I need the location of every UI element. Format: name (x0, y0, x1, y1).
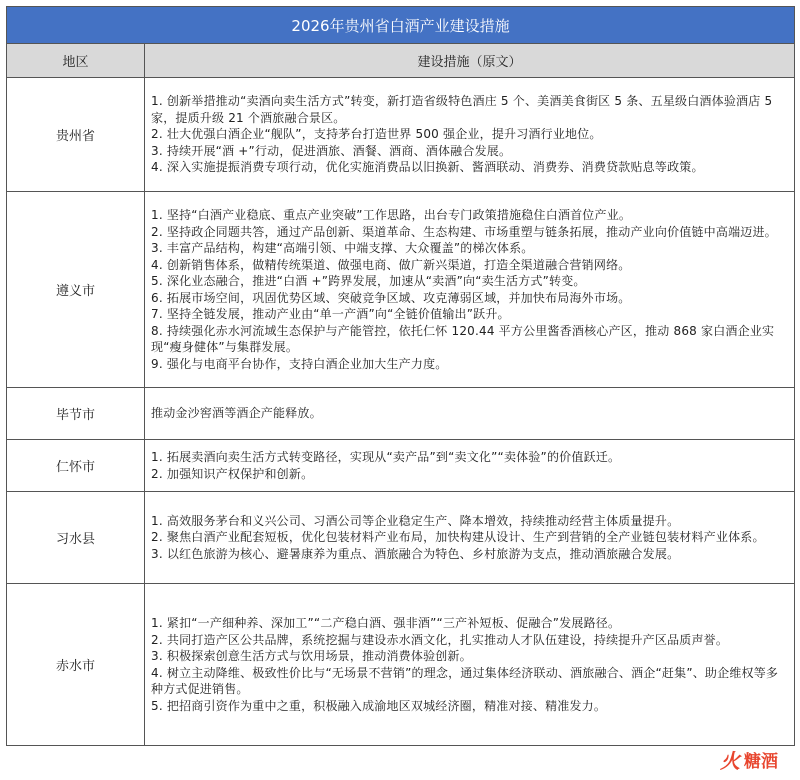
measures-cell (145, 492, 795, 584)
measure-line: 5. 深化业态融合，推进“白酒 +”跨界发展，加速从“卖酒”向“卖生活方式”转变。 (151, 274, 586, 288)
brand-logo-text: 糖酒 (744, 752, 778, 772)
region-cell: 贵州省 (7, 78, 145, 192)
measure-line: 7. 坚持全链发展，推动产业由“单一产酒”向“全链价值输出”跃升。 (151, 307, 510, 321)
measures-cell (145, 584, 795, 746)
table-row (7, 492, 795, 584)
table-body (7, 78, 795, 746)
measure-line: 5. 把招商引资作为重中之重，积极融入成渝地区双城经济圈，精准对接、精准发力。 (151, 698, 607, 713)
region-cell: 毕节市 (7, 388, 145, 440)
measure-line: 9. 强化与电商平台协作，支持白酒企业加大生产力度。 (151, 356, 448, 371)
measure-line: 3. 积极探索创意生活方式与饮用场景，推动消费体验创新。 (151, 649, 472, 663)
measures-cell (145, 388, 795, 440)
measure-line: 2. 坚持政企同题共答，通过产品创新、渠道革命、生态构建、市场重塑与链条拓展，推动产业向价值链中高端迈进。 (151, 224, 777, 239)
measure-line: 2. 共同打造产区公共品牌，系统挖掘与建设赤水酒文化，扎实推动人才队伍建设，持续提升产区品质声誉。 (151, 632, 729, 647)
measure-line: 3. 丰富产品结构，构建“高端引领、中端支撑、大众覆盖”的梯次体系。 (151, 241, 534, 255)
measure-line: 2. 加强知识产权保护和创新。 (151, 466, 314, 481)
measure-line: 1. 高效服务茅台和义兴公司、习酒公司等企业稳定生产、降本增效，持续推动经营主体质量提升。 (151, 513, 680, 528)
jiu-brand-logo-icon: 火 (720, 749, 740, 773)
measures-cell (145, 78, 795, 192)
table-title: 2026年贵州省白酒产业建设措施 (7, 7, 795, 44)
region-cell: 赤水市 (7, 584, 145, 746)
header-region: 地区 (7, 44, 145, 78)
measure-line: 3. 以红色旅游为核心、避暑康养为重点、酒旅融合为特色、乡村旅游为支点，推动酒旅融合发展。 (151, 546, 680, 561)
region-cell: 习水县 (7, 492, 145, 584)
table-row (7, 192, 795, 388)
measure-line: 1. 创新举措推动“卖酒向卖生活方式”转变，新打造省级特色酒庄 5 个、美酒美食街区 5 条、五星级白酒体验酒店 5 家，提质升级 21 个酒旅融合景区。 (151, 94, 773, 125)
region-cell: 遵义市 (7, 192, 145, 388)
measure-line: 8. 持续强化赤水河流域生态保护与产能管控，依托仁怀 120.44 平方公里酱香酒核心产区，推动 868 家白酒企业实现“瘦身健体”与集群发展。 (151, 323, 775, 354)
region-cell: 仁怀市 (7, 440, 145, 492)
measure-line: 2. 聚焦白酒产业配套短板，优化包装材料产业布局，加快构建从设计、生产到营销的全产业链包装材料产业体系。 (151, 530, 765, 545)
table-row (7, 584, 795, 746)
measure-line: 推动金沙窖酒等酒企产能释放。 (151, 406, 322, 421)
table-row (7, 440, 795, 492)
policy-table-container (6, 6, 794, 746)
measure-line: 4. 创新销售体系，做精传统渠道、做强电商、做广新兴渠道，打造全渠道融合营销网络。 (151, 257, 631, 272)
measure-line: 6. 拓展市场空间，巩固优势区域、突破竞争区域、攻克薄弱区域，并加快布局海外市场。 (151, 290, 631, 305)
measure-line: 4. 深入实施提振消费专项行动，优化实施消费品以旧换新、酱酒联动、消费券、消费贷款贴息等政策。 (151, 160, 704, 175)
measures-cell (145, 192, 795, 388)
measure-line: 1. 拓展卖酒向卖生活方式转变路径，实现从“卖产品”到“卖文化”“卖体验”的价值跃迁。 (151, 450, 621, 464)
policy-table (6, 6, 795, 746)
measures-cell (145, 440, 795, 492)
measure-line: 1. 坚持“白酒产业稳底、重点产业突破”工作思路，出台专门政策措施稳住白酒首位产业。 (151, 208, 632, 222)
header-measures: 建设措施（原文） (145, 44, 795, 78)
measure-line: 4. 树立主动降维、极致性价比与“无场景不营销”的理念，通过集体经济联动、酒旅融合、酒企“赶集”、助企维权等多种方式促进销售。 (151, 665, 779, 696)
measure-line: 3. 持续开展“酒 +”行动，促进酒旅、酒餐、酒商、酒体融合发展。 (151, 143, 512, 158)
table-row (7, 388, 795, 440)
table-row (7, 78, 795, 192)
measure-line: 2. 壮大优强白酒企业“舰队”，支持茅台打造世界 500 强企业，提升习酒行业地位。 (151, 127, 602, 142)
brand-logo (720, 745, 778, 774)
measure-line: 1. 紧扣“一产细种养、深加工”“二产稳白酒、强非酒”“三产补短板、促融合”发展路径。 (151, 616, 621, 630)
